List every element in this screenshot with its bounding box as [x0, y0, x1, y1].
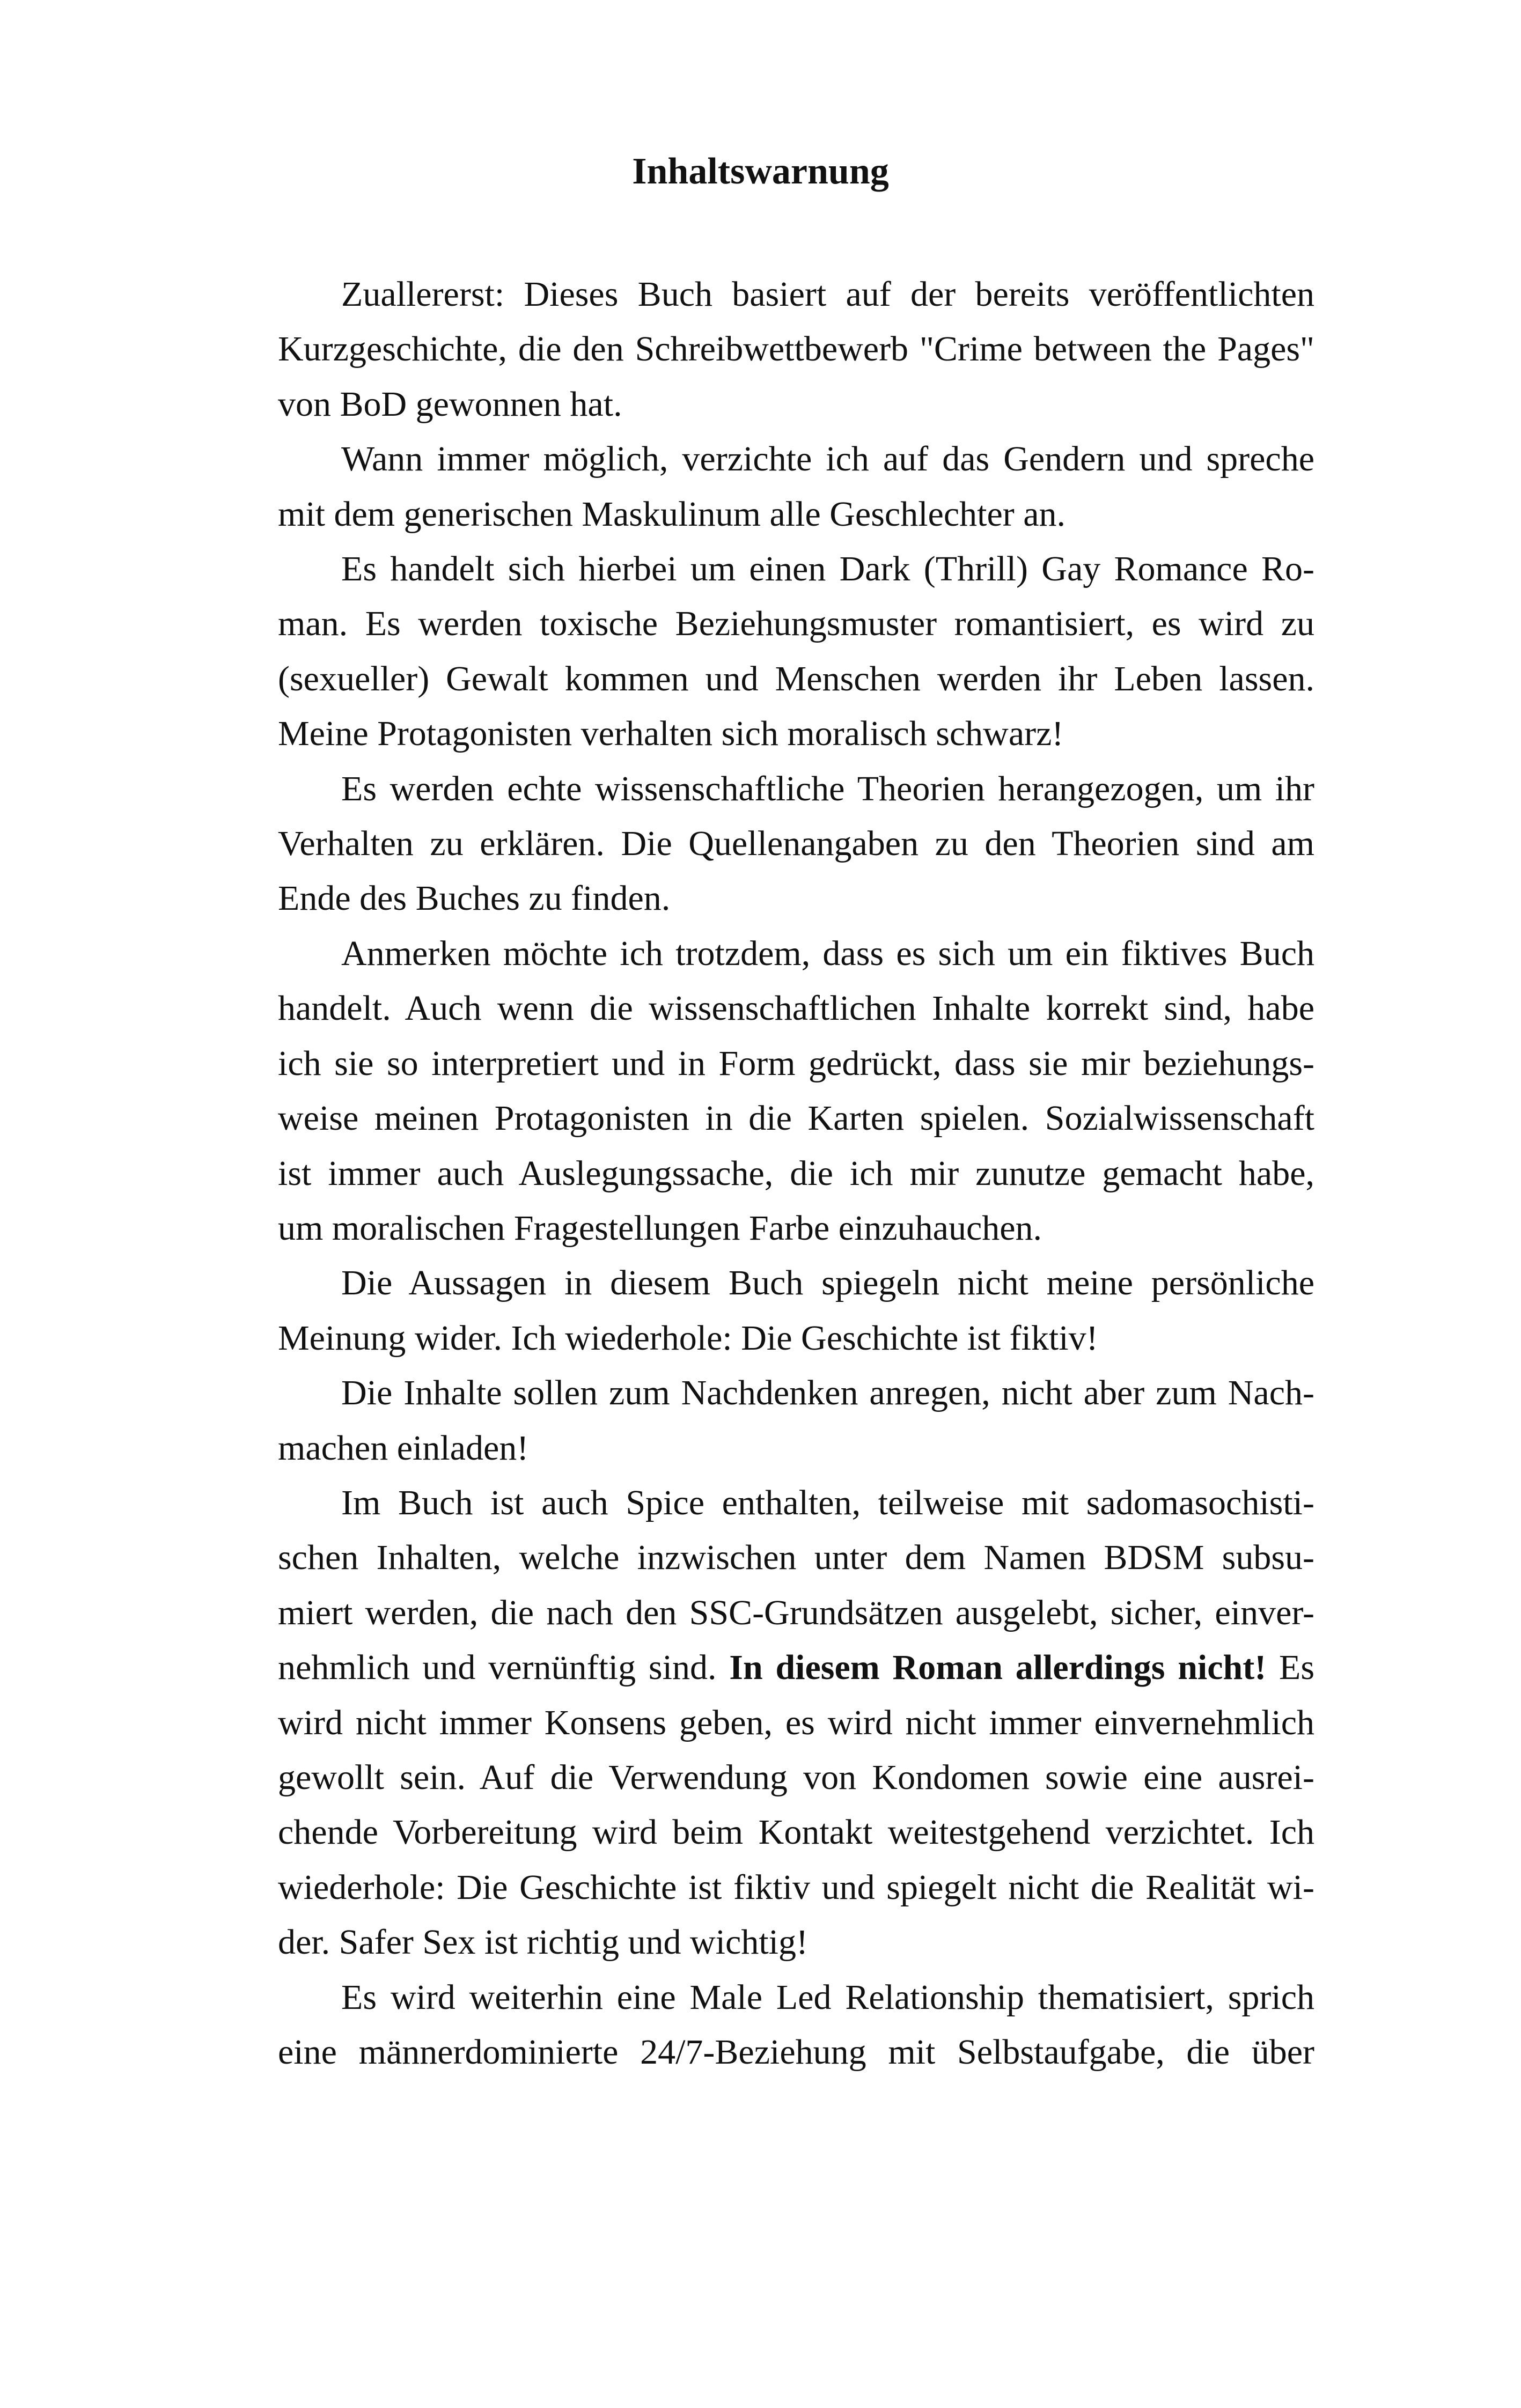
text-line: miert werden, die nach den SSC-Grundsätzen ausgelebt, sicher, einver-	[278, 1593, 1314, 1632]
text-line-with-bold	[215, 1640, 1314, 1695]
text-line: um moralischen Fragestellungen Farbe einzuhauchen.	[278, 1208, 1042, 1248]
text-line: Meine Protagonisten verhalten sich moralisch schwarz!	[278, 714, 1064, 754]
text-line: schen Inhalten, welche inzwischen unter dem Namen BDSM subsu-	[278, 1538, 1314, 1578]
text-line: handelt. Auch wenn die wissenschaftlichen Inhalte korrekt sind, habe	[278, 989, 1314, 1028]
page-title: Inhaltswarnung	[632, 151, 889, 192]
text-line: Die Inhalte sollen zum Nachdenken anregen, nicht aber zum Nach-	[341, 1373, 1314, 1413]
text-line: Im Buch ist auch Spice enthalten, teilweise mit sadomasochisti-	[341, 1483, 1314, 1522]
bold-warning: In diesem Roman allerdings nicht!	[729, 1648, 1267, 1688]
text-line: chende Vorbereitung wird beim Kontakt weitestgehend verzichtet. Ich	[278, 1813, 1314, 1852]
paragraph-8	[215, 1476, 1314, 1970]
text-line: (sexueller) Gewalt kommen und Menschen werden ihr Leben lassen.	[278, 659, 1314, 698]
paragraph-4	[215, 762, 1314, 926]
text-line: wiederhole: Die Geschichte ist fiktiv und spiegelt nicht die Realität wi-	[278, 1867, 1314, 1907]
text-line: Die Aussagen in diesem Buch spiegeln nicht meine persönliche	[341, 1263, 1314, 1303]
body-text	[215, 267, 1314, 2080]
text-line: Meinung wider. Ich wiederhole: Die Geschichte ist fiktiv!	[278, 1318, 1098, 1358]
text-line: gewollt sein. Auf die Verwendung von Kondomen sowie eine ausrei-	[278, 1757, 1314, 1797]
text-line: Es werden echte wissenschaftliche Theorien herangezogen, um ihr	[341, 769, 1314, 808]
paragraph-6	[215, 1256, 1314, 1366]
text-line: weise meinen Protagonisten in die Karten spielen. Sozialwissenschaft	[278, 1099, 1314, 1138]
paragraph-3	[215, 542, 1314, 762]
text-line: Anmerken möchte ich trotzdem, dass es sich um ein fiktives Buch	[341, 933, 1314, 973]
paragraph-5	[215, 926, 1314, 1256]
text-line: mit dem generischen Maskulinum alle Geschlechter an.	[278, 494, 1066, 534]
text-line: Kurzgeschichte, die den Schreibwettbewerb "Crime between the Pages"	[278, 329, 1314, 369]
text-line: Es wird weiterhin eine Male Led Relationship thematisiert, sprich	[341, 1977, 1314, 2017]
text-line: Es handelt sich hierbei um einen Dark (Thrill) Gay Romance Ro-	[341, 549, 1314, 589]
text-line: machen einladen!	[278, 1428, 529, 1468]
paragraph-9	[215, 1970, 1314, 2080]
text-line: Wann immer möglich, verzichte ich auf das Gendern und spreche	[341, 439, 1314, 479]
paragraph-1	[215, 267, 1314, 432]
text-line: Zuallererst: Dieses Buch basiert auf der bereits veröffentlichten	[341, 275, 1314, 314]
text-line: man. Es werden toxische Beziehungsmuster romantisiert, es wird zu	[278, 604, 1314, 644]
text-line: der. Safer Sex ist richtig und wichtig!	[278, 1923, 808, 1962]
text-segment: Es	[1279, 1648, 1315, 1688]
paragraph-7	[215, 1366, 1314, 1476]
text-line: von BoD gewonnen hat.	[278, 384, 622, 424]
text-segment: nehmlich und vernünftig sind.	[278, 1648, 717, 1688]
text-line: ich sie so interpretiert und in Form gedrückt, dass sie mir beziehungs-	[278, 1043, 1314, 1083]
text-line: Ende des Buches zu finden.	[278, 879, 671, 918]
text-line: wird nicht immer Konsens geben, es wird nicht immer einvernehmlich	[278, 1703, 1314, 1742]
paragraph-2	[215, 432, 1314, 542]
text-line: Verhalten zu erklären. Die Quellenangaben zu den Theorien sind am	[278, 824, 1314, 864]
text-line: ist immer auch Auslegungssache, die ich mir zunutze gemacht habe,	[278, 1153, 1314, 1193]
text-line: eine männerdominierte 24/7-Beziehung mit Selbstaufgabe, die über	[278, 2033, 1314, 2072]
